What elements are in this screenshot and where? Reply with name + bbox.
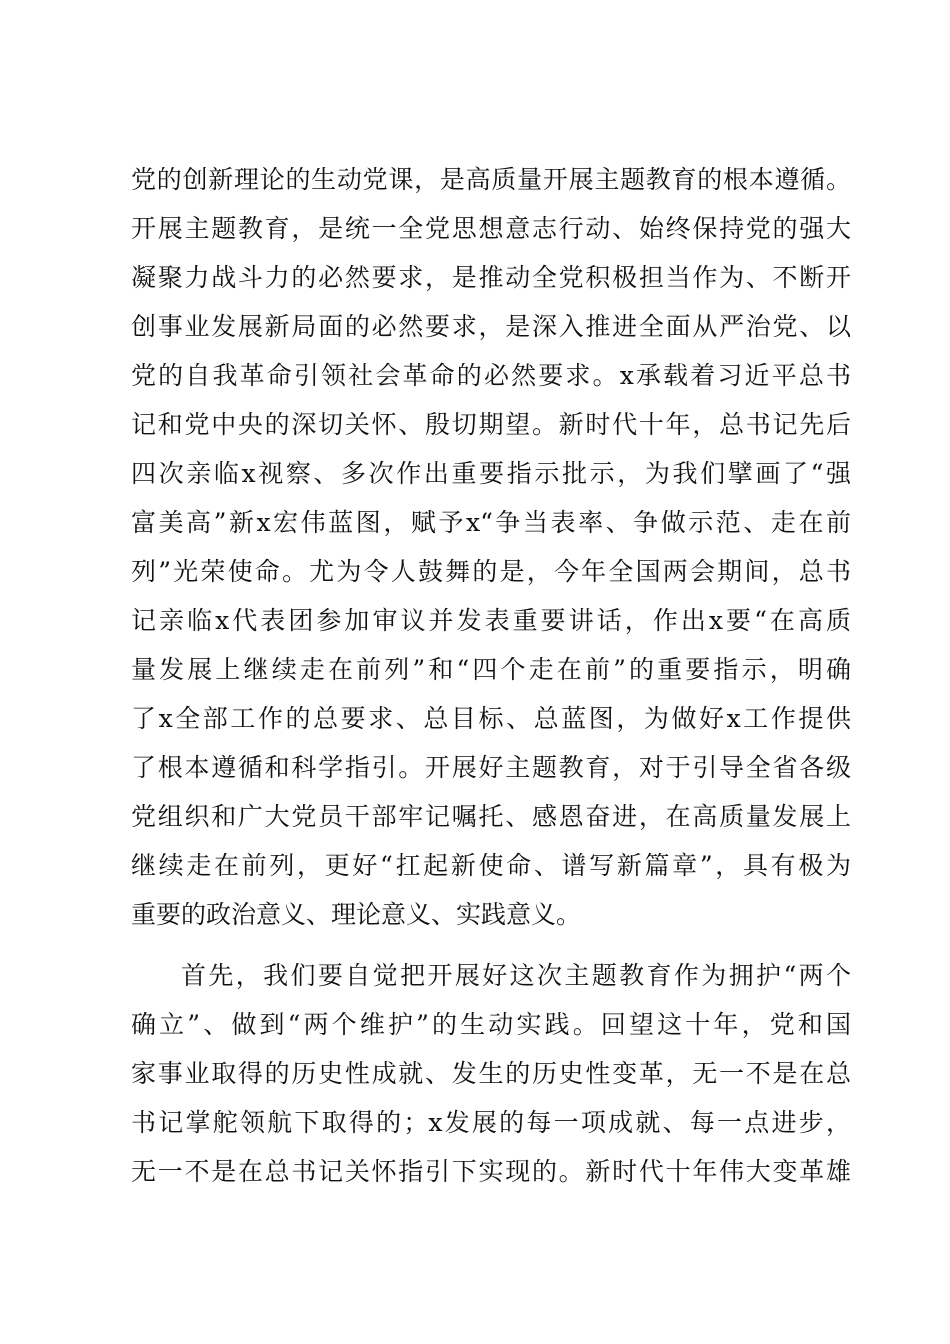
text-line: 了x全部工作的总要求、总目标、总蓝图，为做好x工作提供 bbox=[131, 704, 851, 733]
text-line: 继续走在前列，更好“扛起新使命、谱写新篇章”，具有极为 bbox=[131, 851, 851, 880]
text-line: 记和党中央的深切关怀、殷切期望。新时代十年，总书记先后 bbox=[131, 410, 851, 439]
text-line-last: 重要的政治意义、理论意义、实践意义。 bbox=[131, 900, 582, 929]
text-line: 党的创新理论的生动党课，是高质量开展主题教育的根本遵循。 bbox=[131, 165, 851, 194]
text-line: 党的自我革命引领社会革命的必然要求。x承载着习近平总书 bbox=[131, 361, 851, 390]
text-line-first-indented: 首先，我们要自觉把开展好这次主题教育作为拥护“两个 bbox=[181, 961, 851, 990]
text-line: 开展主题教育，是统一全党思想意志行动、始终保持党的强大 bbox=[131, 214, 851, 243]
text-line: 列”光荣使命。尤为令人鼓舞的是，今年全国两会期间，总书 bbox=[131, 557, 851, 586]
text-line: 记亲临x代表团参加审议并发表重要讲话，作出x要“在高质 bbox=[131, 606, 851, 635]
paragraph-2 bbox=[131, 951, 851, 1196]
text-line: 党组织和广大党员干部牢记嘱托、感恩奋进，在高质量发展上 bbox=[131, 802, 851, 831]
text-line: 家事业取得的历史性成就、发生的历史性变革，无一不是在总 bbox=[131, 1059, 851, 1088]
paragraph-1 bbox=[131, 155, 851, 939]
text-line: 富美高”新x宏伟蓝图，赋予x“争当表率、争做示范、走在前 bbox=[131, 508, 851, 537]
text-line: 了根本遵循和科学指引。开展好主题教育，对于引导全省各级 bbox=[131, 753, 851, 782]
text-line: 量发展上继续走在前列”和“四个走在前”的重要指示，明确 bbox=[131, 655, 851, 684]
text-line: 确立”、做到“两个维护”的生动实践。回望这十年，党和国 bbox=[131, 1010, 851, 1039]
paragraph-spacer bbox=[131, 939, 851, 951]
text-line: 无一不是在总书记关怀指引下实现的。新时代十年伟大变革雄 bbox=[131, 1157, 851, 1186]
document-body bbox=[131, 155, 851, 1196]
text-line: 四次亲临x视察、多次作出重要指示批示，为我们擘画了“强 bbox=[131, 459, 851, 488]
text-line: 书记掌舵领航下取得的；x发展的每一项成就、每一点进步， bbox=[131, 1108, 851, 1137]
text-line: 凝聚力战斗力的必然要求，是推动全党积极担当作为、不断开 bbox=[131, 263, 851, 292]
text-line: 创事业发展新局面的必然要求，是深入推进全面从严治党、以 bbox=[131, 312, 851, 341]
